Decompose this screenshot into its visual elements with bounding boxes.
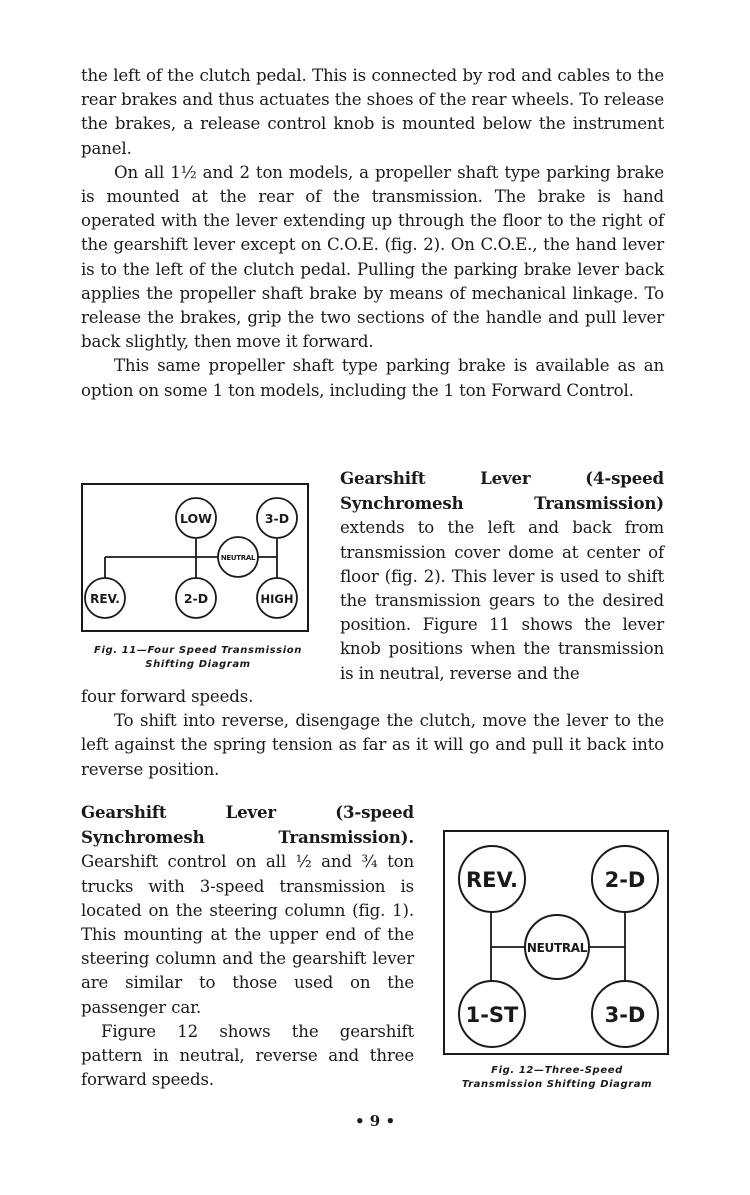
paragraph-propeller-brake: On all 1½ and 2 ton models, a propeller shaft type parking brake is mounted at the rear of the transmission. The brake is hand operated with the lever extending up through the floor to the right of the gearshift lever except on C.O.E. (fig. 2). On C.O.E., the hand lever is to the left of the clutch pedal. Pulling the parking brake lever back applies the propeller shaft brake by means of mechanical linkage. To release the brakes, grip the two sections of the handle and pull lever back slightly, then move it forward. (81, 162, 664, 352)
label-2d: 2-D (183, 591, 209, 606)
section-4speed-heading: Gearshift Lever (4-speed Synchromesh Transmission) (340, 468, 664, 514)
figure-12-diagram (443, 830, 669, 1055)
paragraph-brakes-release: the left of the clutch pedal. This is connected by rod and cables to the rear brakes and thus actuates the shoes of the rear wheels. To release the brakes, a release control knob is mounted below the instrument panel. (81, 66, 664, 158)
section-4speed-body: extends to the left and back from transmission cover dome at center of floor (fig. 2). This lever is used to shift the transmission gears to the desired position. Figure 11 shows the lever knob positions when the transmission is in neutral, reverse and the (340, 518, 664, 683)
label-rev: REV. (90, 592, 120, 606)
paragraph-option-1-ton: This same propeller shaft type parking brake is available as an option on some 1 ton models, including the 1 ton Forward Control. (81, 356, 664, 400)
label-3d: 3-D (264, 511, 290, 526)
section-4speed-continuation (81, 685, 664, 782)
section-4speed-text (340, 466, 664, 686)
figure-11-caption (78, 644, 318, 672)
page-number: • 9 • (354, 1112, 396, 1130)
label-3d: 3-D (604, 1003, 646, 1027)
figure-11-caption-line2: Shifting Diagram (145, 659, 251, 670)
label-1st: 1-ST (465, 1003, 519, 1027)
section-3speed-heading: Gearshift Lever (3-speed Synchromesh Transmission). (81, 802, 414, 848)
label-high: HIGH (260, 592, 294, 606)
paragraph-shift-reverse: To shift into reverse, disengage the clutch, move the lever to the left against the spring tension as far as it will go and pull it back into reverse position. (81, 711, 664, 779)
label-2d: 2-D (604, 868, 646, 892)
three-speed-shift-pattern (445, 832, 671, 1057)
section-3speed-body: Gearshift control on all ½ and ¾ ton trucks with 3-speed transmission is located on the steering column (fig. 1). This mounting at the upper end of the steering column and the gearshift lever are similar to those used on the passenger car. (81, 852, 414, 1017)
top-text-block (81, 64, 664, 403)
four-speed-shift-pattern (83, 485, 311, 634)
label-neutral: NEUTRAL (526, 941, 588, 955)
label-rev: REV. (465, 868, 519, 892)
paragraph-four-forward-speeds: four forward speeds. (81, 687, 254, 706)
paragraph-figure-12-ref: Figure 12 shows the gearshift pattern in neutral, reverse and three forward speeds. (81, 1021, 414, 1090)
section-3speed-text (81, 800, 414, 1092)
figure-11-caption-line1: Fig. 11—Four Speed Transmission (94, 645, 302, 656)
figure-11-diagram (81, 483, 309, 632)
figure-12-caption-line2: Transmission Shifting Diagram (461, 1079, 653, 1090)
label-low: LOW (180, 511, 212, 526)
figure-12-caption-line1: Fig. 12—Three-Speed (491, 1065, 623, 1076)
label-neutral: NEUTRAL (220, 554, 256, 562)
figure-12-caption (432, 1064, 682, 1092)
